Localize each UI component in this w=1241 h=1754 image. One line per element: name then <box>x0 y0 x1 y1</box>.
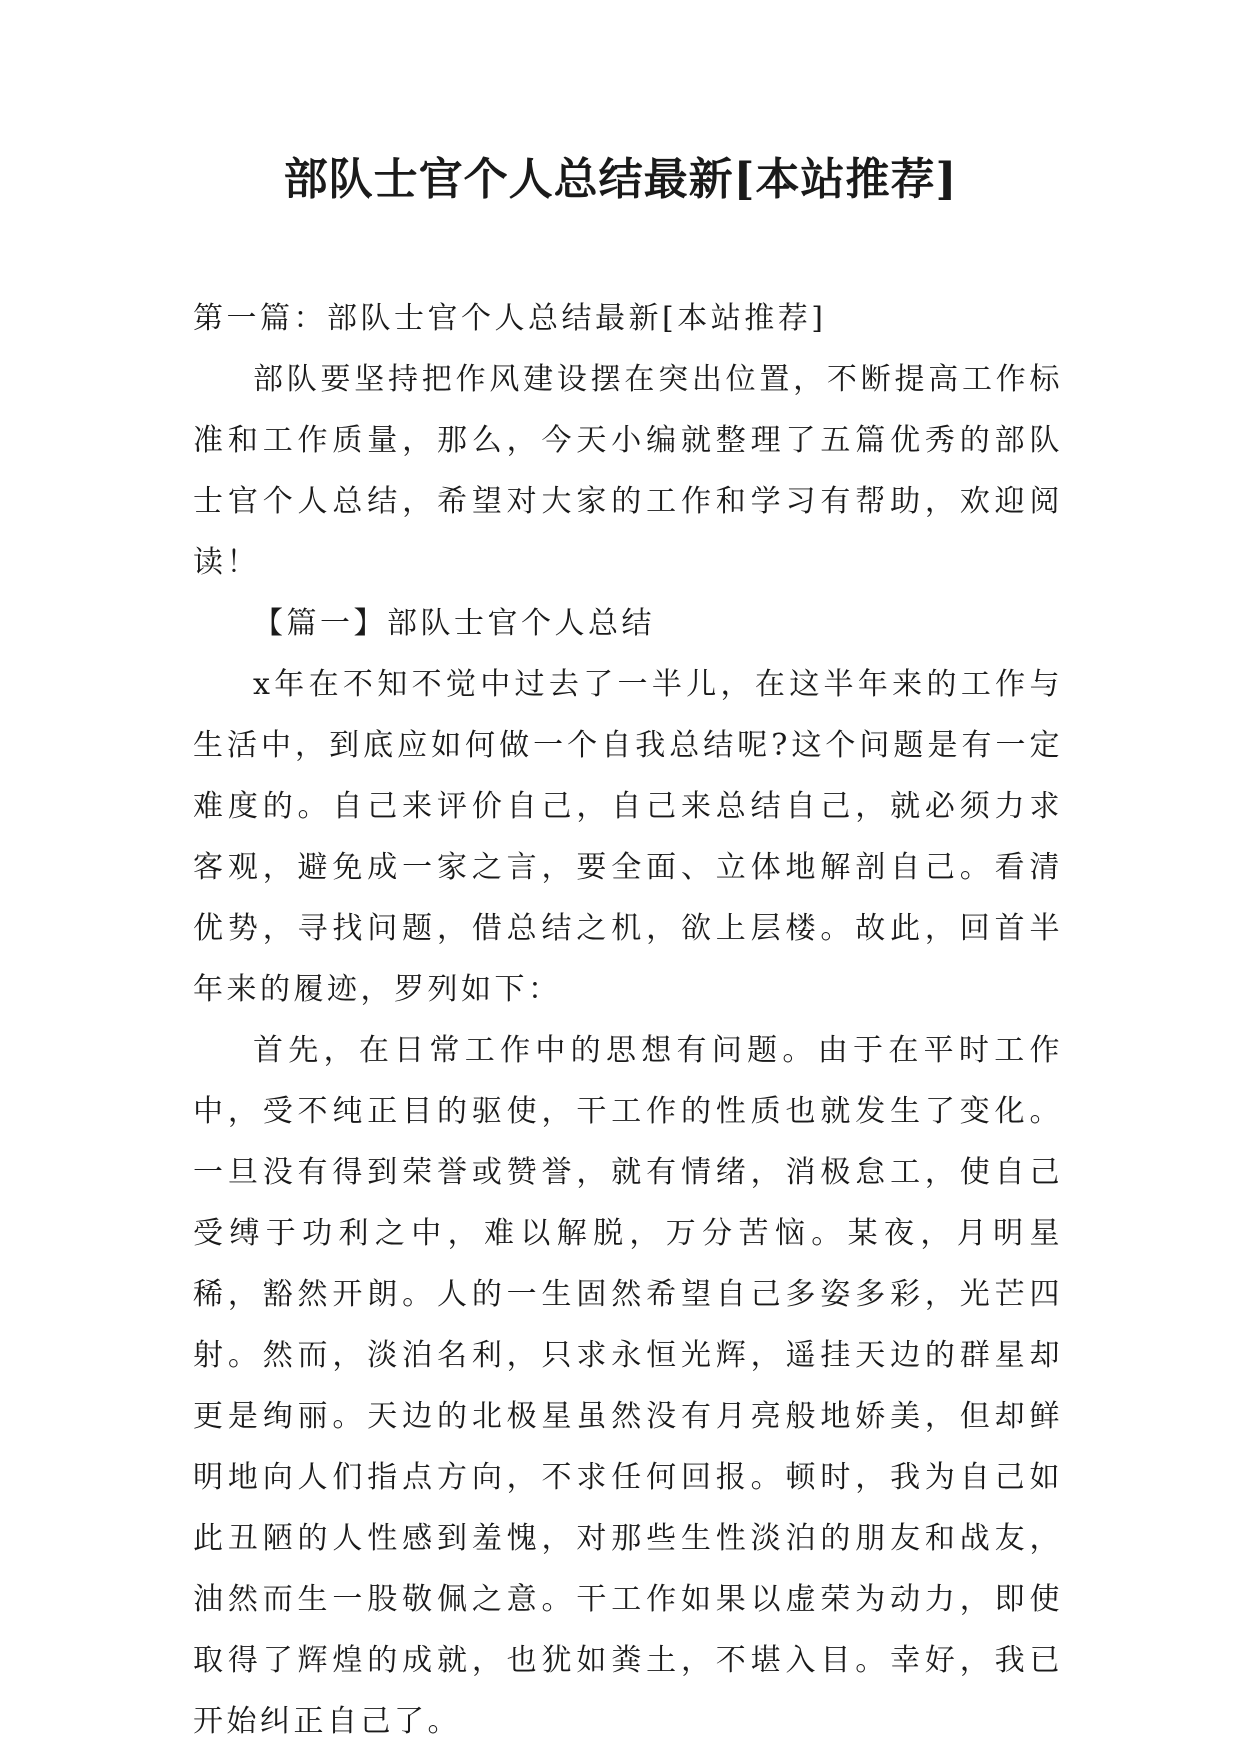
document-title: 部队士官个人总结最新[本站推荐] <box>283 154 958 205</box>
intro-paragraph: 部队要坚持把作风建设摆在突出位置，不断提高工作标准和工作质量，那么，今天小编就整理了五篇优秀的部队士官个人总结，希望对大家的工作和学习有帮助，欢迎阅读！ <box>193 362 1063 580</box>
section-heading: 第一篇：部队士官个人总结最新[本站推荐] <box>193 301 827 336</box>
body-paragraph: 首先，在日常工作中的思想有问题。由于在平时工作中，受不纯正目的驱使，干工作的性质也就发生了变化。一旦没有得到荣誉或赞誉，就有情绪，消极怠工，使自己受缚于功利之中，难以解脱，万分苦恼。某夜，月明星稀，豁然开朗。人的一生固然希望自己多姿多彩，光芒四射。然而，淡泊名利，只求永恒光辉，遥挂天边的群星却更是绚丽。天边的北极星虽然没有月亮般地娇美，但却鲜明地向人们指点方向，不求任何回报。顿时，我为自己如此丑陋的人性感到羞愧，对那些生性淡泊的朋友和战友，油然而生一股敬佩之意。干工作如果以虚荣为动力，即使取得了辉煌的成就，也犹如粪土，不堪入目。幸好，我已开始纠正自己了。 <box>193 1033 1063 1739</box>
document-body <box>193 288 1063 1752</box>
subsection-heading: 【篇一】部队士官个人总结 <box>253 606 655 641</box>
body-paragraph: x年在不知不觉中过去了一半儿，在这半年来的工作与生活中，到底应如何做一个自我总结呢?这个问题是有一定难度的。自己来评价自己，自己来总结自己，就必须力求客观，避免成一家之言，要全面、立体地解剖自己。看清优势，寻找问题，借总结之机，欲上层楼。故此，回首半年来的履迹，罗列如下： <box>193 667 1063 1007</box>
